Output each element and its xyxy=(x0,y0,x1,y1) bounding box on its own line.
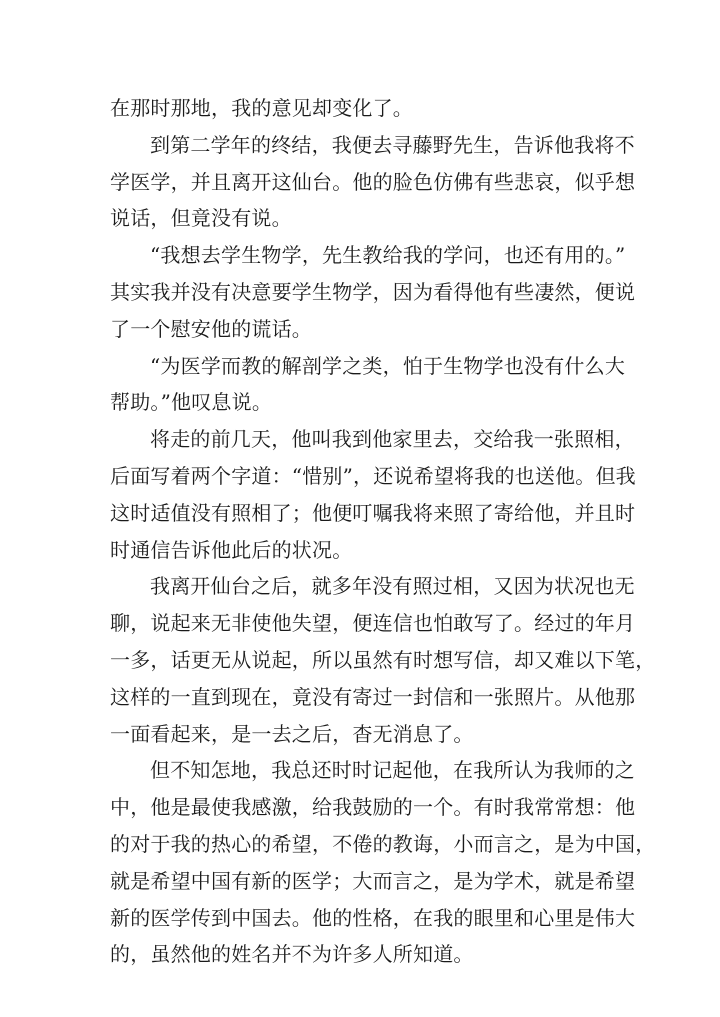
text-line: 的对于我的热心的希望，不倦的教诲，小而言之，是为中国， xyxy=(110,831,656,856)
text-line: 这时适值没有照相了；他便叮嘱我将来照了寄给他，并且时 xyxy=(110,500,636,525)
text-line: 一多，话更无从说起，所以虽然有时想写信，却又难以下笔， xyxy=(110,647,656,672)
text-line: 时通信告诉他此后的状况。 xyxy=(110,537,353,562)
text-line: 后面写着两个字道：“惜别”，还说希望将我的也送他。但我 xyxy=(110,463,636,488)
text-line: 的，虽然他的姓名并不为许多人所知道。 xyxy=(110,942,474,967)
text-line: 其实我并没有决意要学生物学，因为看得他有些凄然，便说 xyxy=(110,279,636,304)
text-line: 帮助。”他叹息说。 xyxy=(110,390,273,415)
body-text xyxy=(110,90,656,973)
text-line: 了一个慰安他的谎话。 xyxy=(110,316,312,341)
text-line: 新的医学传到中国去。他的性格，在我的眼里和心里是伟大 xyxy=(110,905,636,930)
paragraph-start-line: 我离开仙台之后，就多年没有照过相，又因为状况也无 xyxy=(150,574,635,599)
text-line: 一面看起来，是一去之后，杳无消息了。 xyxy=(110,721,474,746)
paragraph-start-line: “为医学而教的解剖学之类，怕于生物学也没有什么大 xyxy=(150,353,626,378)
paragraph-start-line: 到第二学年的终结，我便去寻藤野先生，告诉他我将不 xyxy=(150,132,635,157)
paragraph-start-line: 将走的前几天，他叫我到他家里去，交给我一张照相， xyxy=(150,427,635,452)
text-line: 学医学，并且离开这仙台。他的脸色仿佛有些悲哀，似乎想 xyxy=(110,169,636,194)
text-line: 说话，但竟没有说。 xyxy=(110,206,292,231)
text-line: 聊，说起来无非使他失望，便连信也怕敢写了。经过的年月 xyxy=(110,611,636,636)
paragraph-start-line: 但不知怎地，我总还时时记起他，在我所认为我师的之 xyxy=(150,758,635,783)
paragraph-start-line: “我想去学生物学，先生教给我的学问，也还有用的。” xyxy=(150,243,626,268)
text-line: 中，他是最使我感激，给我鼓励的一个。有时我常常想：他 xyxy=(110,795,636,820)
text-line: 在那时那地，我的意见却变化了。 xyxy=(110,96,413,120)
text-line: 就是希望中国有新的医学；大而言之，是为学术，就是希望 xyxy=(110,868,636,893)
text-line: 这样的一直到现在，竟没有寄过一封信和一张照片。从他那 xyxy=(110,684,636,709)
